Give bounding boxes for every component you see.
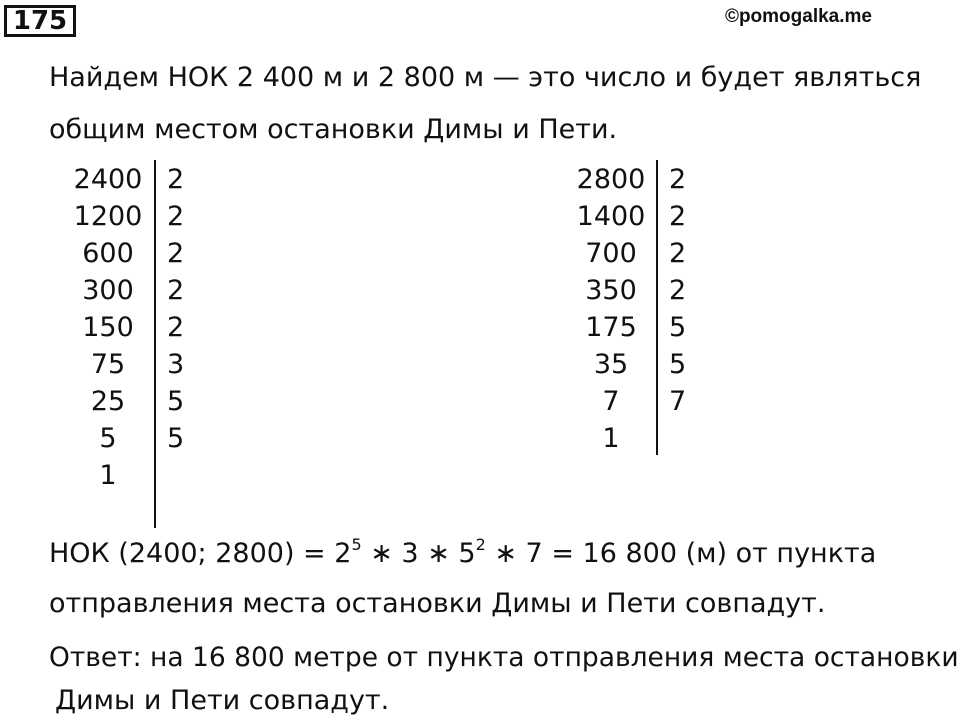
left-number: 2400 <box>73 164 143 195</box>
right-divisor: 2 <box>669 238 687 269</box>
lcm-mid: ∗ 3 ∗ 5 <box>361 538 476 569</box>
left-divisor: 3 <box>167 349 185 380</box>
lcm-exponent-2: 2 <box>475 535 486 554</box>
right-number: 1400 <box>576 201 646 232</box>
problem-number: 175 <box>4 5 76 37</box>
left-number: 75 <box>90 349 126 380</box>
left-divisor: 2 <box>167 201 185 232</box>
left-divisor: 2 <box>167 275 185 306</box>
right-number: 1 <box>602 423 620 454</box>
right-divisor: 2 <box>669 275 687 306</box>
left-number: 5 <box>99 423 117 454</box>
lcm-suffix: ∗ 7 = 16 800 (м) от пункта <box>485 538 877 569</box>
left-number: 1200 <box>73 201 143 232</box>
answer-line-1: Ответ: на 16 800 метре от пункта отправления места остановки <box>49 642 959 673</box>
right-number: 2800 <box>576 164 646 195</box>
right-number: 350 <box>585 275 637 306</box>
left-number: 25 <box>90 386 126 417</box>
right-division-line <box>656 160 658 455</box>
lcm-line-2: отправления места остановки Димы и Пети совпадут. <box>49 588 826 619</box>
lcm-exponent-1: 5 <box>351 535 362 554</box>
right-divisor: 5 <box>669 349 687 380</box>
lcm-formula-line <box>49 535 876 569</box>
intro-line-1: Найдем НОК 2 400 м и 2 800 м — это число и будет являться <box>49 62 922 93</box>
intro-line-2: общим местом остановки Димы и Пети. <box>49 114 618 145</box>
right-number: 700 <box>585 238 637 269</box>
right-number: 7 <box>602 386 620 417</box>
left-divisor: 2 <box>167 238 185 269</box>
left-divisor: 5 <box>167 386 185 417</box>
site-watermark: ©pomogalka.me <box>724 6 872 27</box>
right-number: 35 <box>593 349 629 380</box>
left-division-line <box>154 160 156 528</box>
left-number: 1 <box>99 460 117 491</box>
right-divisor: 2 <box>669 164 687 195</box>
lcm-prefix: НОК (2400; 2800) = 2 <box>49 538 352 569</box>
left-number: 600 <box>82 238 134 269</box>
answer-line-2: Димы и Пети совпадут. <box>55 685 390 716</box>
left-number: 150 <box>82 312 134 343</box>
right-divisor: 5 <box>669 312 687 343</box>
left-divisor: 5 <box>167 423 185 454</box>
left-divisor: 2 <box>167 164 185 195</box>
right-divisor: 7 <box>669 386 687 417</box>
left-number: 300 <box>82 275 134 306</box>
right-divisor: 2 <box>669 201 687 232</box>
left-divisor: 2 <box>167 312 185 343</box>
right-number: 175 <box>585 312 637 343</box>
